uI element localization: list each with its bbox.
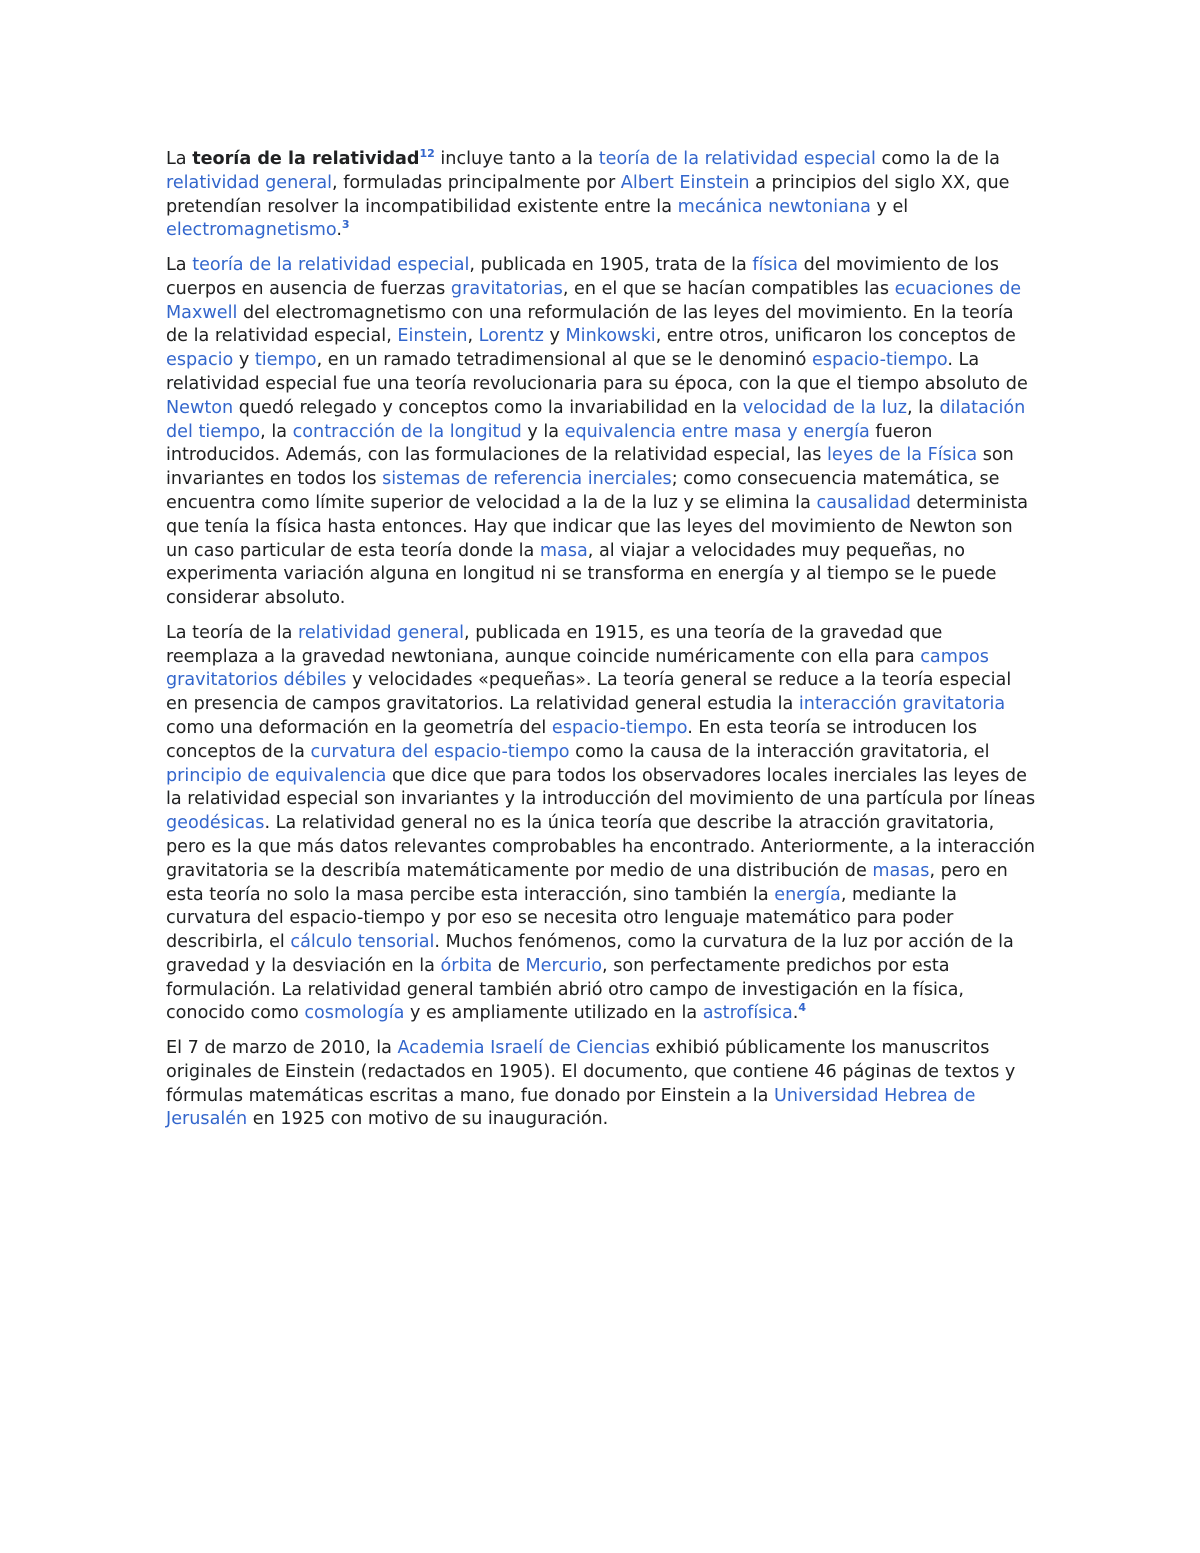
body-text: del electromagnetismo con una reformulación de las leyes del movimiento. En la teoría de la relatividad especial, [166,302,1014,347]
article-link[interactable]: Einstein [397,326,468,347]
document-body [166,148,1038,1143]
article-link[interactable]: electromagnetismo [166,220,337,241]
article-link[interactable]: equivalencia entre masa y energía [564,421,870,442]
article-link[interactable]: cosmología [304,1003,405,1024]
reference-marker[interactable]: 4 [798,1001,807,1015]
body-text: , [467,326,479,347]
article-link[interactable]: interacción gravitatoria [798,694,1006,715]
body-text: como la causa de la interacción gravitatoria, el [569,741,990,762]
article-link[interactable]: espacio [166,350,234,371]
body-text: La [166,254,193,275]
article-link[interactable]: Mercurio [525,955,603,976]
body-text: en 1925 con motivo de su inauguración. [247,1109,609,1130]
article-link[interactable]: sistemas de referencia inerciales [382,469,672,490]
body-text: que dice que para todos los observadores locales inerciales las leyes de la relatividad especial son invariantes y la introducción del movimiento de una partícula por líneas [166,765,1036,810]
paragraph-1 [166,148,1038,243]
paragraph-2 [166,254,1038,611]
body-text: , pero en esta teoría no solo la masa percibe esta interacción, sino también la [166,860,1008,905]
article-link[interactable]: cálculo tensorial [290,932,435,953]
article-link[interactable]: teoría de la relatividad especial [598,149,876,169]
body-text: y [543,326,566,347]
body-text: , publicada en 1905, trata de la [469,254,753,275]
body-text: a principios del siglo XX, que pretendían resolver la incompatibilidad existente entre la [166,172,1010,217]
body-text: El 7 de marzo de 2010, la [166,1038,398,1059]
body-text: son invariantes en todos los [166,445,1014,490]
body-text: , en un ramado tetradimensional al que se le denominó [316,350,813,371]
article-link[interactable]: teoría de la relatividad especial [192,254,470,275]
body-text: como la de la [875,149,1000,169]
article-link[interactable]: velocidad de la luz [742,397,907,418]
article-link[interactable]: campos gravitatorios débiles [166,646,989,691]
article-link[interactable]: espacio-tiempo [812,350,948,371]
article-link[interactable]: contracción de la longitud [292,421,522,442]
body-text: La [166,149,193,169]
body-text: como una deformación en la geometría del [166,717,552,738]
article-link[interactable]: tiempo [254,350,317,371]
article-link[interactable]: causalidad [816,492,911,513]
article-link[interactable]: órbita [440,955,493,976]
article-link[interactable]: Universidad Hebrea de Jerusalén [166,1085,976,1130]
article-link[interactable]: Minkowski [565,326,656,347]
body-text: , publicada en 1915, es una teoría de la gravedad que reemplaza a la gravedad newtoniana, aunque coincide numéricamente con ella para [166,622,943,667]
body-text: , la [260,421,293,442]
body-text: , formuladas principalmente por [332,172,621,193]
article-link[interactable]: Albert Einstein [620,172,750,193]
body-text: , al viajar a velocidades muy pequeñas, no experimenta variación alguna en longitud ni se transforma en energía y al tiempo se le puede considerar absoluto. [166,540,997,609]
article-link[interactable]: espacio-tiempo [551,717,688,738]
body-text: quedó relegado y conceptos como la invariabilidad en la [233,397,743,418]
body-text: . En esta teoría se introducen los conceptos de la [166,717,978,762]
body-text: . La relatividad especial fue una teoría revolucionaria para su época, con la que el tiempo absoluto de [166,350,1028,394]
article-link[interactable]: masa [539,540,588,561]
body-text: , la [906,397,940,418]
body-text: exhibió públicamente los manuscritos originales de Einstein (redactados en 1905). El documento, que contiene 46 páginas de textos y fórmulas matemáticas escritas a mano, fue donado por Einstein a la [166,1038,1016,1106]
article-link[interactable]: masas [872,860,930,881]
body-text: y el [870,196,909,217]
body-text: , en el que se hacían compatibles las [562,278,895,299]
body-text: incluye tanto a la [434,149,599,169]
reference-marker[interactable]: 3 [341,218,350,232]
body-text: y es ampliamente utilizado en la [404,1003,703,1024]
paragraph-4 [166,1037,1038,1132]
article-link[interactable]: energía [774,884,841,905]
body-text: fueron introducidos. Además, con las formulaciones de la relatividad especial, las [166,421,933,466]
body-text: ; como consecuencia matemática, se encuentra como límite superior de velocidad a la de la luz y se elimina la [166,469,1000,513]
body-text: , son perfectamente predichos por esta formulación. La relatividad general también abrió otro campo de investigación en la física, conocido como [166,955,964,1024]
article-link[interactable]: Academia Israelí de Ciencias [397,1038,650,1059]
article-link[interactable]: relatividad general [298,622,465,643]
article-link[interactable]: principio de equivalencia [166,765,387,786]
body-text: y velocidades «pequeñas». La teoría general se reduce a la teoría especial en presencia de campos gravitatorios. La relatividad general estudia la [166,670,1012,715]
body-text: del movimiento de los cuerpos en ausencia de fuerzas [166,254,999,299]
body-text: y la [521,421,565,442]
article-link[interactable]: física [752,254,798,275]
article-link[interactable]: leyes de la Física [827,445,978,466]
article-link[interactable]: dilatación del tiempo [166,397,1026,442]
body-text: . La relatividad general no es la única teoría que describe la atracción gravitatoria, pero es la que más datos relevantes comprobables ha encontrado. Anteriormente, a la interacción gravitatoria se la describía matemáticamente por medio de una distribución de [166,813,1036,881]
article-title-term: teoría de la relatividad [192,149,420,169]
body-text: . [792,1003,799,1024]
article-link[interactable]: astrofísica [702,1003,793,1024]
body-text: . Muchos fenómenos, como la curvatura de la luz por acción de la gravedad y la desviación en la [166,932,1014,976]
article-link[interactable]: relatividad general [166,172,333,193]
article-link[interactable]: ecuaciones de Maxwell [166,278,1022,323]
article-link[interactable]: Newton [166,397,234,418]
article-link[interactable]: Lorentz [478,326,544,347]
body-text: determinista que tenía la física hasta entonces. Hay que indicar que las leyes del movimiento de Newton son un caso particular de esta teoría donde la [166,492,1029,561]
body-text: , entre otros, unificaron los conceptos de [655,326,1016,347]
article-link[interactable]: geodésicas [166,813,265,834]
paragraph-3 [166,622,1038,1027]
body-text: , mediante la curvatura del espacio-tiempo y por eso se necesita otro lenguaje matemático para poder describirla, el [166,884,957,953]
body-text: de [492,955,526,976]
article-link[interactable]: gravitatorias [450,278,563,299]
article-link[interactable]: curvatura del espacio-tiempo [310,741,570,762]
reference-marker[interactable]: 12 [419,147,435,161]
body-text: y [233,350,255,371]
body-text: . [336,220,342,241]
article-link[interactable]: mecánica newtoniana [677,196,871,217]
body-text: La teoría de la [166,622,299,643]
